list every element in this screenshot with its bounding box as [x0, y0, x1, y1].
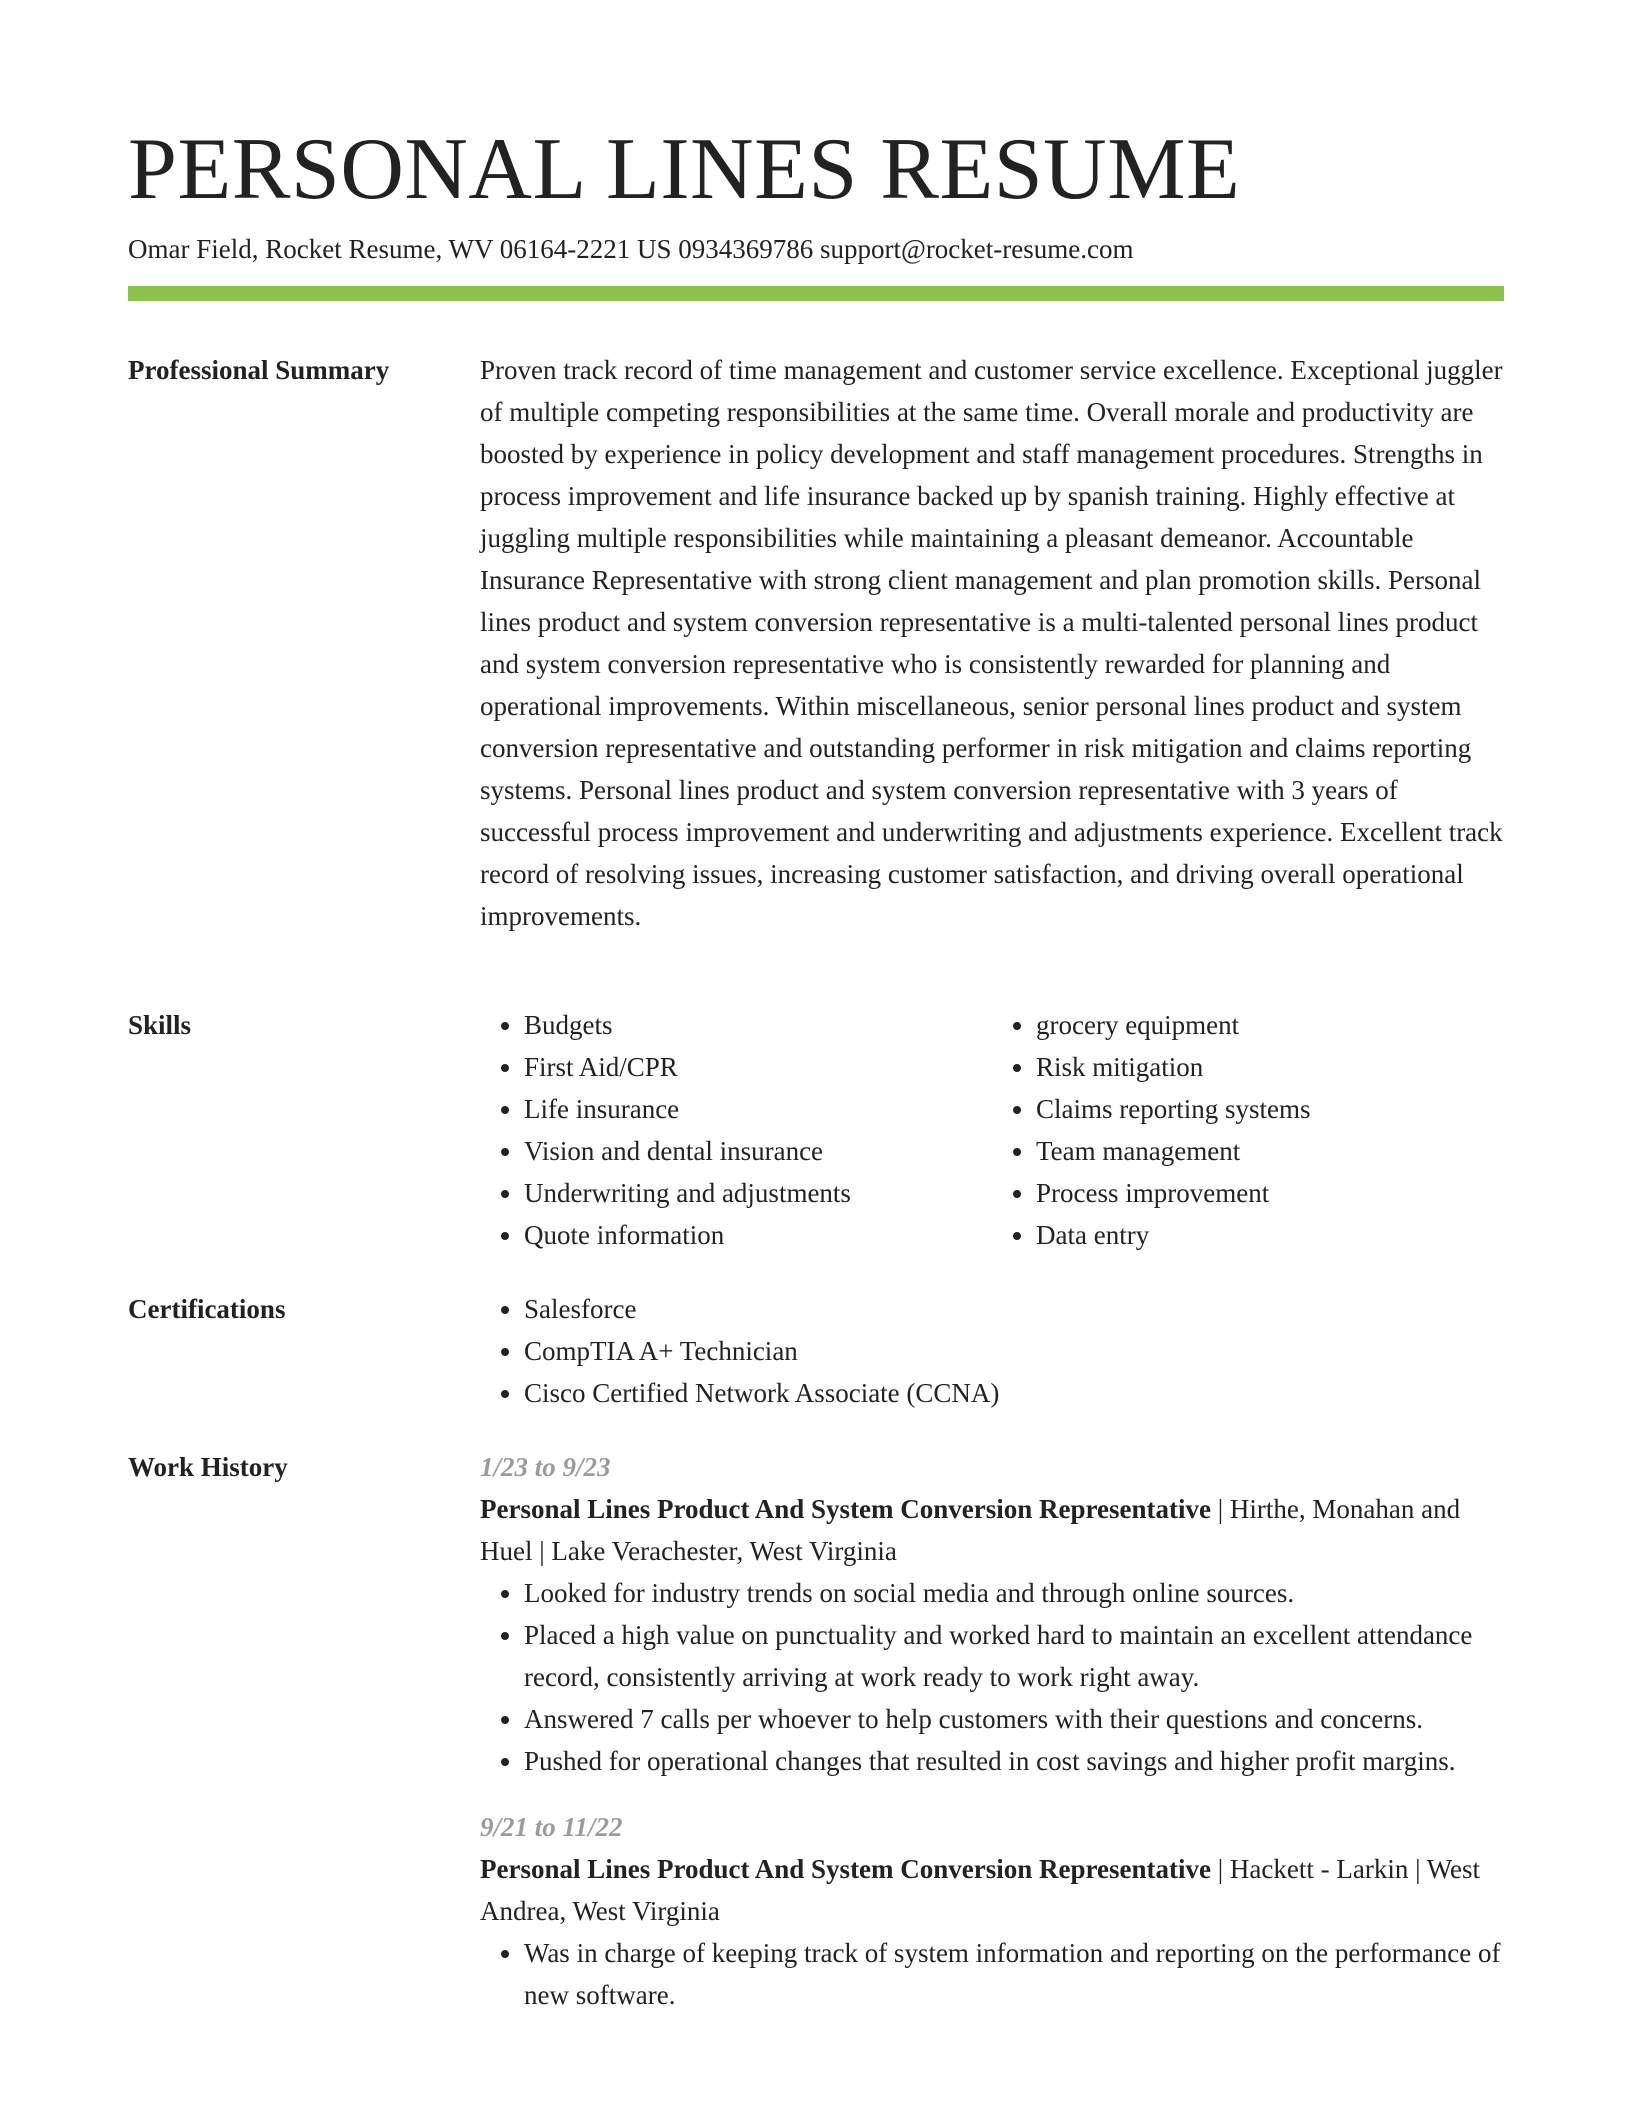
- summary-text: Proven track record of time management and customer service excellence. Exceptional juggler of multiple competing responsibilities at the same time. Overall morale and productivity are boosted by experience in policy development and staff management procedures. Strengths in process improvement and life insurance backed up by spanish training. Highly effective at juggling multiple responsibilities while maintaining a pleasant demeanor. Accountable Insurance Representative with strong client management and plan promotion skills. Personal lines product and system conversion representative is a multi-talented personal lines product and system conversion representative who is consistently rewarded for planning and operational improvements. Within miscellaneous, senior personal lines product and system conversion representative and outstanding performer in risk mitigation and claims reporting systems. Personal lines product and system conversion representative with 3 years of successful process improvement and underwriting and adjustments experience. Excellent track record of resolving issues, increasing customer satisfaction, and driving overall operational improvements.: [480, 355, 1503, 931]
- skills-list-left: [480, 1004, 992, 1256]
- job-duties-list: [480, 1572, 1504, 1782]
- job-company-location: | Hackett - Larkin | West Andrea, West Virginia: [480, 1854, 1481, 1926]
- skill-item: • Risk mitigation: [1036, 1046, 1504, 1088]
- skill-item: • Budgets: [524, 1004, 992, 1046]
- job-duty: • Pushed for operational changes that resulted in cost savings and higher profit margins.: [524, 1740, 1504, 1782]
- job-heading: [480, 1488, 1504, 1572]
- contact-line: Omar Field, Rocket Resume, WV 06164-2221 US 0934369786 support@rocket-resume.com: [128, 234, 1134, 264]
- job-entry: [480, 1806, 1504, 2016]
- skills-label: Skills: [128, 1010, 192, 1040]
- job-dates: 9/21 to 11/22: [480, 1812, 623, 1842]
- job-title: Personal Lines Product And System Conversion Representative: [480, 1494, 1211, 1524]
- skill-item: • Process improvement: [1036, 1172, 1504, 1214]
- skill-item: • Underwriting and adjustments: [524, 1172, 992, 1214]
- skill-item: • Claims reporting systems: [1036, 1088, 1504, 1130]
- job-duty: • Looked for industry trends on social media and through online sources.: [524, 1572, 1504, 1614]
- resume-title: PERSONAL LINES RESUME: [128, 121, 1241, 218]
- skill-item: • Team management: [1036, 1130, 1504, 1172]
- accent-divider: [128, 286, 1504, 301]
- skills-list-right: [992, 1004, 1504, 1256]
- certifications-list: [480, 1288, 1504, 1414]
- summary-label: Professional Summary: [128, 355, 390, 385]
- certification-item: • Cisco Certified Network Associate (CCNA): [524, 1372, 1504, 1414]
- skill-item: • First Aid/CPR: [524, 1046, 992, 1088]
- skill-item: • Data entry: [1036, 1214, 1504, 1256]
- job-heading: [480, 1848, 1504, 1932]
- job-dates: 1/23 to 9/23: [480, 1452, 611, 1482]
- skill-item: • Life insurance: [524, 1088, 992, 1130]
- job-duty: • Answered 7 calls per whoever to help customers with their questions and concerns.: [524, 1698, 1504, 1740]
- skill-item: • grocery equipment: [1036, 1004, 1504, 1046]
- certification-item: • Salesforce: [524, 1288, 1504, 1330]
- job-entry: [480, 1446, 1504, 1782]
- certifications-label: Certifications: [128, 1294, 286, 1324]
- certification-item: • CompTIA A+ Technician: [524, 1330, 1504, 1372]
- job-duties-list: [480, 1932, 1504, 2016]
- job-title: Personal Lines Product And System Conversion Representative: [480, 1854, 1211, 1884]
- skill-item: • Vision and dental insurance: [524, 1130, 992, 1172]
- skill-item: • Quote information: [524, 1214, 992, 1256]
- job-company-location: | Hirthe, Monahan and Huel | Lake Verachester, West Virginia: [480, 1494, 1461, 1566]
- job-duty: • Placed a high value on punctuality and worked hard to maintain an excellent attendance record, consistently arriving at work ready to work right away.: [524, 1614, 1504, 1698]
- work-history-label: Work History: [128, 1452, 288, 1482]
- job-duty: • Was in charge of keeping track of system information and reporting on the performance of new software.: [524, 1932, 1504, 2016]
